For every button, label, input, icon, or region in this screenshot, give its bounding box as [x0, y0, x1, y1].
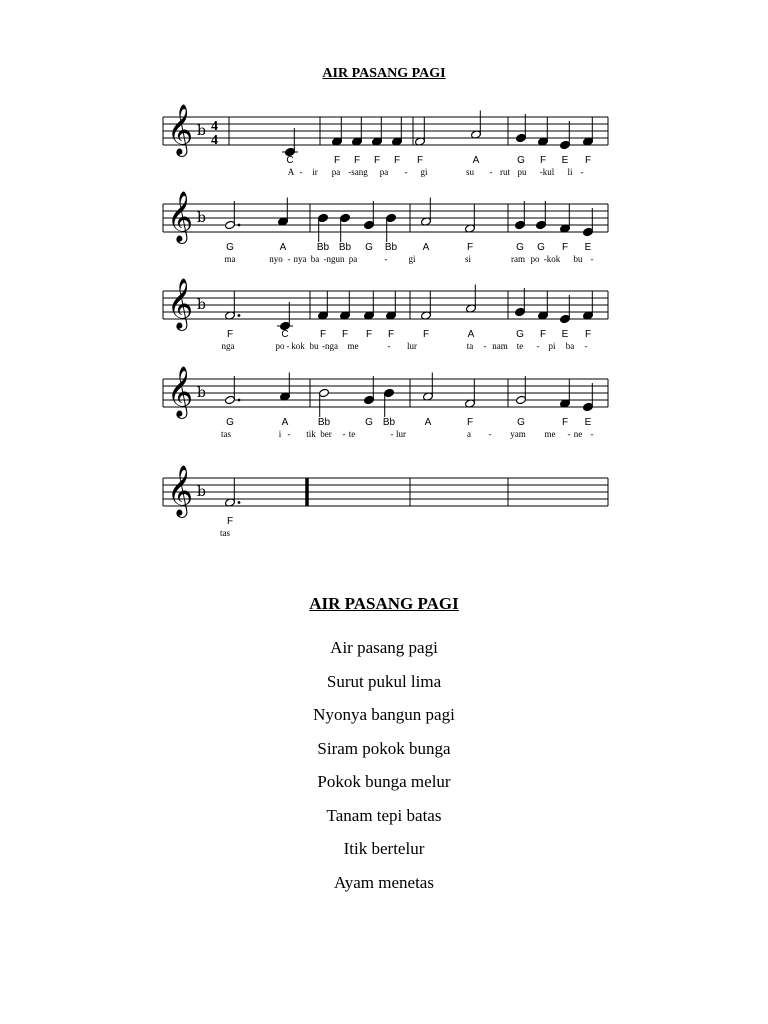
lyric-syllable: - — [299, 167, 303, 177]
key-signature-flat: b — [197, 385, 206, 401]
note-name-label: F — [584, 155, 592, 166]
note-name-label: E — [561, 155, 569, 166]
lyric-syllable: ne — [573, 429, 583, 439]
note-name-label: F — [466, 242, 474, 253]
lyric-syllable: kok — [291, 341, 305, 351]
treble-clef-icon: 𝄞 — [167, 366, 194, 417]
lyric-syllable: nga — [221, 341, 235, 351]
lyric-syllable: ta — [466, 341, 474, 351]
note-name-label: A — [467, 329, 475, 340]
note-name-label: G — [516, 329, 524, 340]
key-signature-flat: b — [197, 123, 206, 139]
note-name-label: F — [373, 155, 381, 166]
lyric-syllable: po — [275, 341, 285, 351]
note-name-label: F — [393, 155, 401, 166]
lyric-syllable: ba — [310, 254, 320, 264]
staff-system — [163, 366, 608, 439]
note-name-label: Bb — [317, 417, 331, 428]
note-name-label: F — [226, 516, 234, 527]
note-name-label: G — [365, 417, 373, 428]
poem-line: Air pasang pagi — [330, 638, 438, 657]
note-name-label: C — [281, 329, 289, 340]
note-name-label: F — [466, 417, 474, 428]
poem-line: Surut pukul lima — [326, 671, 442, 691]
treble-clef-icon: 𝄞 — [167, 465, 194, 516]
lyric-syllable: ber — [320, 429, 332, 439]
note-name-label: F — [539, 329, 547, 340]
note-name-label: A — [422, 242, 430, 253]
note-name-label: F — [584, 329, 592, 340]
lyric-syllable: i — [278, 429, 282, 439]
lyric-syllable: pi — [548, 341, 556, 351]
note-name-label: F — [226, 329, 234, 340]
lyric-syllable: lur — [407, 341, 417, 351]
lyric-syllable: - — [287, 254, 291, 264]
note-name-label: F — [387, 329, 395, 340]
lyric-syllable: A — [287, 167, 295, 177]
lyric-syllable: - — [590, 429, 594, 439]
lyric-syllable: - — [342, 429, 346, 439]
lyric-syllable: - — [488, 429, 492, 439]
poem-line: Nyonya bangun pagi — [313, 705, 455, 724]
note-name-label: F — [341, 329, 349, 340]
note-name-label: G — [365, 242, 373, 253]
lyric-syllable: - — [584, 341, 588, 351]
lyric-syllable: - — [580, 167, 584, 177]
lyric-syllable: - — [590, 254, 594, 264]
staff-system — [163, 104, 608, 177]
note-name-label: G — [537, 242, 545, 253]
lyric-syllable: ir — [312, 167, 318, 177]
lyric-syllable: tas — [220, 528, 230, 538]
lyric-syllable: - — [287, 429, 291, 439]
lyric-syllable: gi — [420, 167, 428, 177]
lyric-syllable: pu — [517, 167, 527, 177]
lyric-syllable: a — [467, 429, 471, 439]
key-signature-flat: b — [197, 297, 206, 313]
staff-system — [163, 191, 608, 264]
lyric-syllable: -sang — [348, 167, 368, 177]
lyric-syllable: nyo — [269, 254, 283, 264]
lyric-syllable: si — [464, 254, 472, 264]
treble-clef-icon: 𝄞 — [167, 191, 194, 242]
lyric-syllable: bu — [309, 341, 319, 351]
note-dot — [238, 224, 241, 227]
poem-line: Ayam menetas — [334, 872, 434, 892]
note-name-label: Bb — [338, 242, 352, 253]
note-name-label: F — [422, 329, 430, 340]
note-name-label: E — [584, 417, 592, 428]
note-name-label: A — [424, 417, 432, 428]
lyric-syllable: - — [489, 167, 493, 177]
lyric-syllable: -kok — [543, 254, 561, 264]
time-signature-bottom: 4 — [211, 133, 218, 148]
poem-line: Itik bertelur — [343, 839, 425, 858]
note-name-label: G — [517, 417, 525, 428]
lyric-syllable: po — [530, 254, 540, 264]
note-name-label: G — [226, 242, 234, 253]
treble-clef-icon: 𝄞 — [167, 104, 194, 155]
lyric-syllable: li — [567, 167, 573, 177]
lyric-syllable: - — [404, 167, 408, 177]
note-name-label: Bb — [382, 417, 396, 428]
note-name-label: F — [561, 417, 569, 428]
note-name-label: F — [365, 329, 373, 340]
lyric-syllable: pa — [379, 167, 389, 177]
lyric-syllable: nya — [293, 254, 307, 264]
note-name-label: A — [281, 417, 289, 428]
note-name-label: Bb — [316, 242, 330, 253]
lyric-syllable: ba — [565, 341, 575, 351]
poem-title: AIR PASANG PAGI — [309, 594, 459, 613]
lyric-syllable: ma — [224, 254, 236, 264]
staff-system — [163, 465, 608, 538]
lyric-syllable: - — [483, 341, 487, 351]
note-name-label: Bb — [384, 242, 398, 253]
note-name-label: G — [517, 155, 525, 166]
lyric-syllable: ram — [511, 254, 525, 264]
lyric-syllable: rut — [500, 167, 510, 177]
note-name-label: A — [472, 155, 480, 166]
lyric-syllable: me — [544, 429, 556, 439]
lyric-syllable: pa — [348, 254, 358, 264]
lyric-syllable: -nga — [322, 341, 338, 351]
note-name-label: F — [416, 155, 424, 166]
note-name-label: G — [516, 242, 524, 253]
poem-lyrics — [0, 637, 768, 905]
note-name-label: E — [561, 329, 569, 340]
lyric-syllable: me — [347, 341, 359, 351]
poem-line: Siram pokok bunga — [317, 738, 451, 758]
key-signature-flat: b — [197, 484, 206, 500]
note-name-label: E — [584, 242, 592, 253]
lyric-syllable: tas — [221, 429, 231, 439]
lyric-syllable: su — [465, 167, 475, 177]
lyric-syllable: - — [286, 341, 290, 351]
poem-line: Tanam tepi batas — [326, 805, 442, 825]
lyric-syllable: nam — [492, 341, 508, 351]
lyric-syllable: -kul — [539, 167, 555, 177]
lyric-syllable: lur — [396, 429, 406, 439]
time-signature-top: 4 — [211, 119, 218, 134]
lyric-syllable: - — [390, 429, 394, 439]
lyric-syllable: te — [348, 429, 356, 439]
note-name-label: G — [226, 417, 234, 428]
lyric-syllable: te — [516, 341, 524, 351]
lyric-syllable: pa — [331, 167, 341, 177]
poem-line: Pokok bunga melur — [317, 772, 451, 791]
note-name-label: A — [279, 242, 287, 253]
note-dot — [238, 399, 241, 402]
lyric-syllable: - — [387, 341, 391, 351]
note-dot — [238, 501, 241, 504]
score-title: AIR PASANG PAGI — [322, 66, 446, 81]
note-dot — [238, 314, 241, 317]
note-name-label: F — [539, 155, 547, 166]
staff-system — [163, 278, 608, 351]
lyric-syllable: yam — [510, 429, 526, 439]
lyric-syllable: - — [536, 341, 540, 351]
note-name-label: F — [353, 155, 361, 166]
note-name-label: C — [286, 155, 294, 166]
lyric-syllable: gi — [408, 254, 416, 264]
lyric-syllable: tik — [306, 429, 316, 439]
lyric-syllable: - — [567, 429, 571, 439]
treble-clef-icon: 𝄞 — [167, 278, 194, 329]
lyric-syllable: - — [384, 254, 388, 264]
lyric-syllable: -ngun — [323, 254, 345, 264]
lyric-syllable: bu — [573, 254, 583, 264]
note-name-label: F — [319, 329, 327, 340]
note-name-label: F — [333, 155, 341, 166]
note-name-label: F — [561, 242, 569, 253]
key-signature-flat: b — [197, 210, 206, 226]
